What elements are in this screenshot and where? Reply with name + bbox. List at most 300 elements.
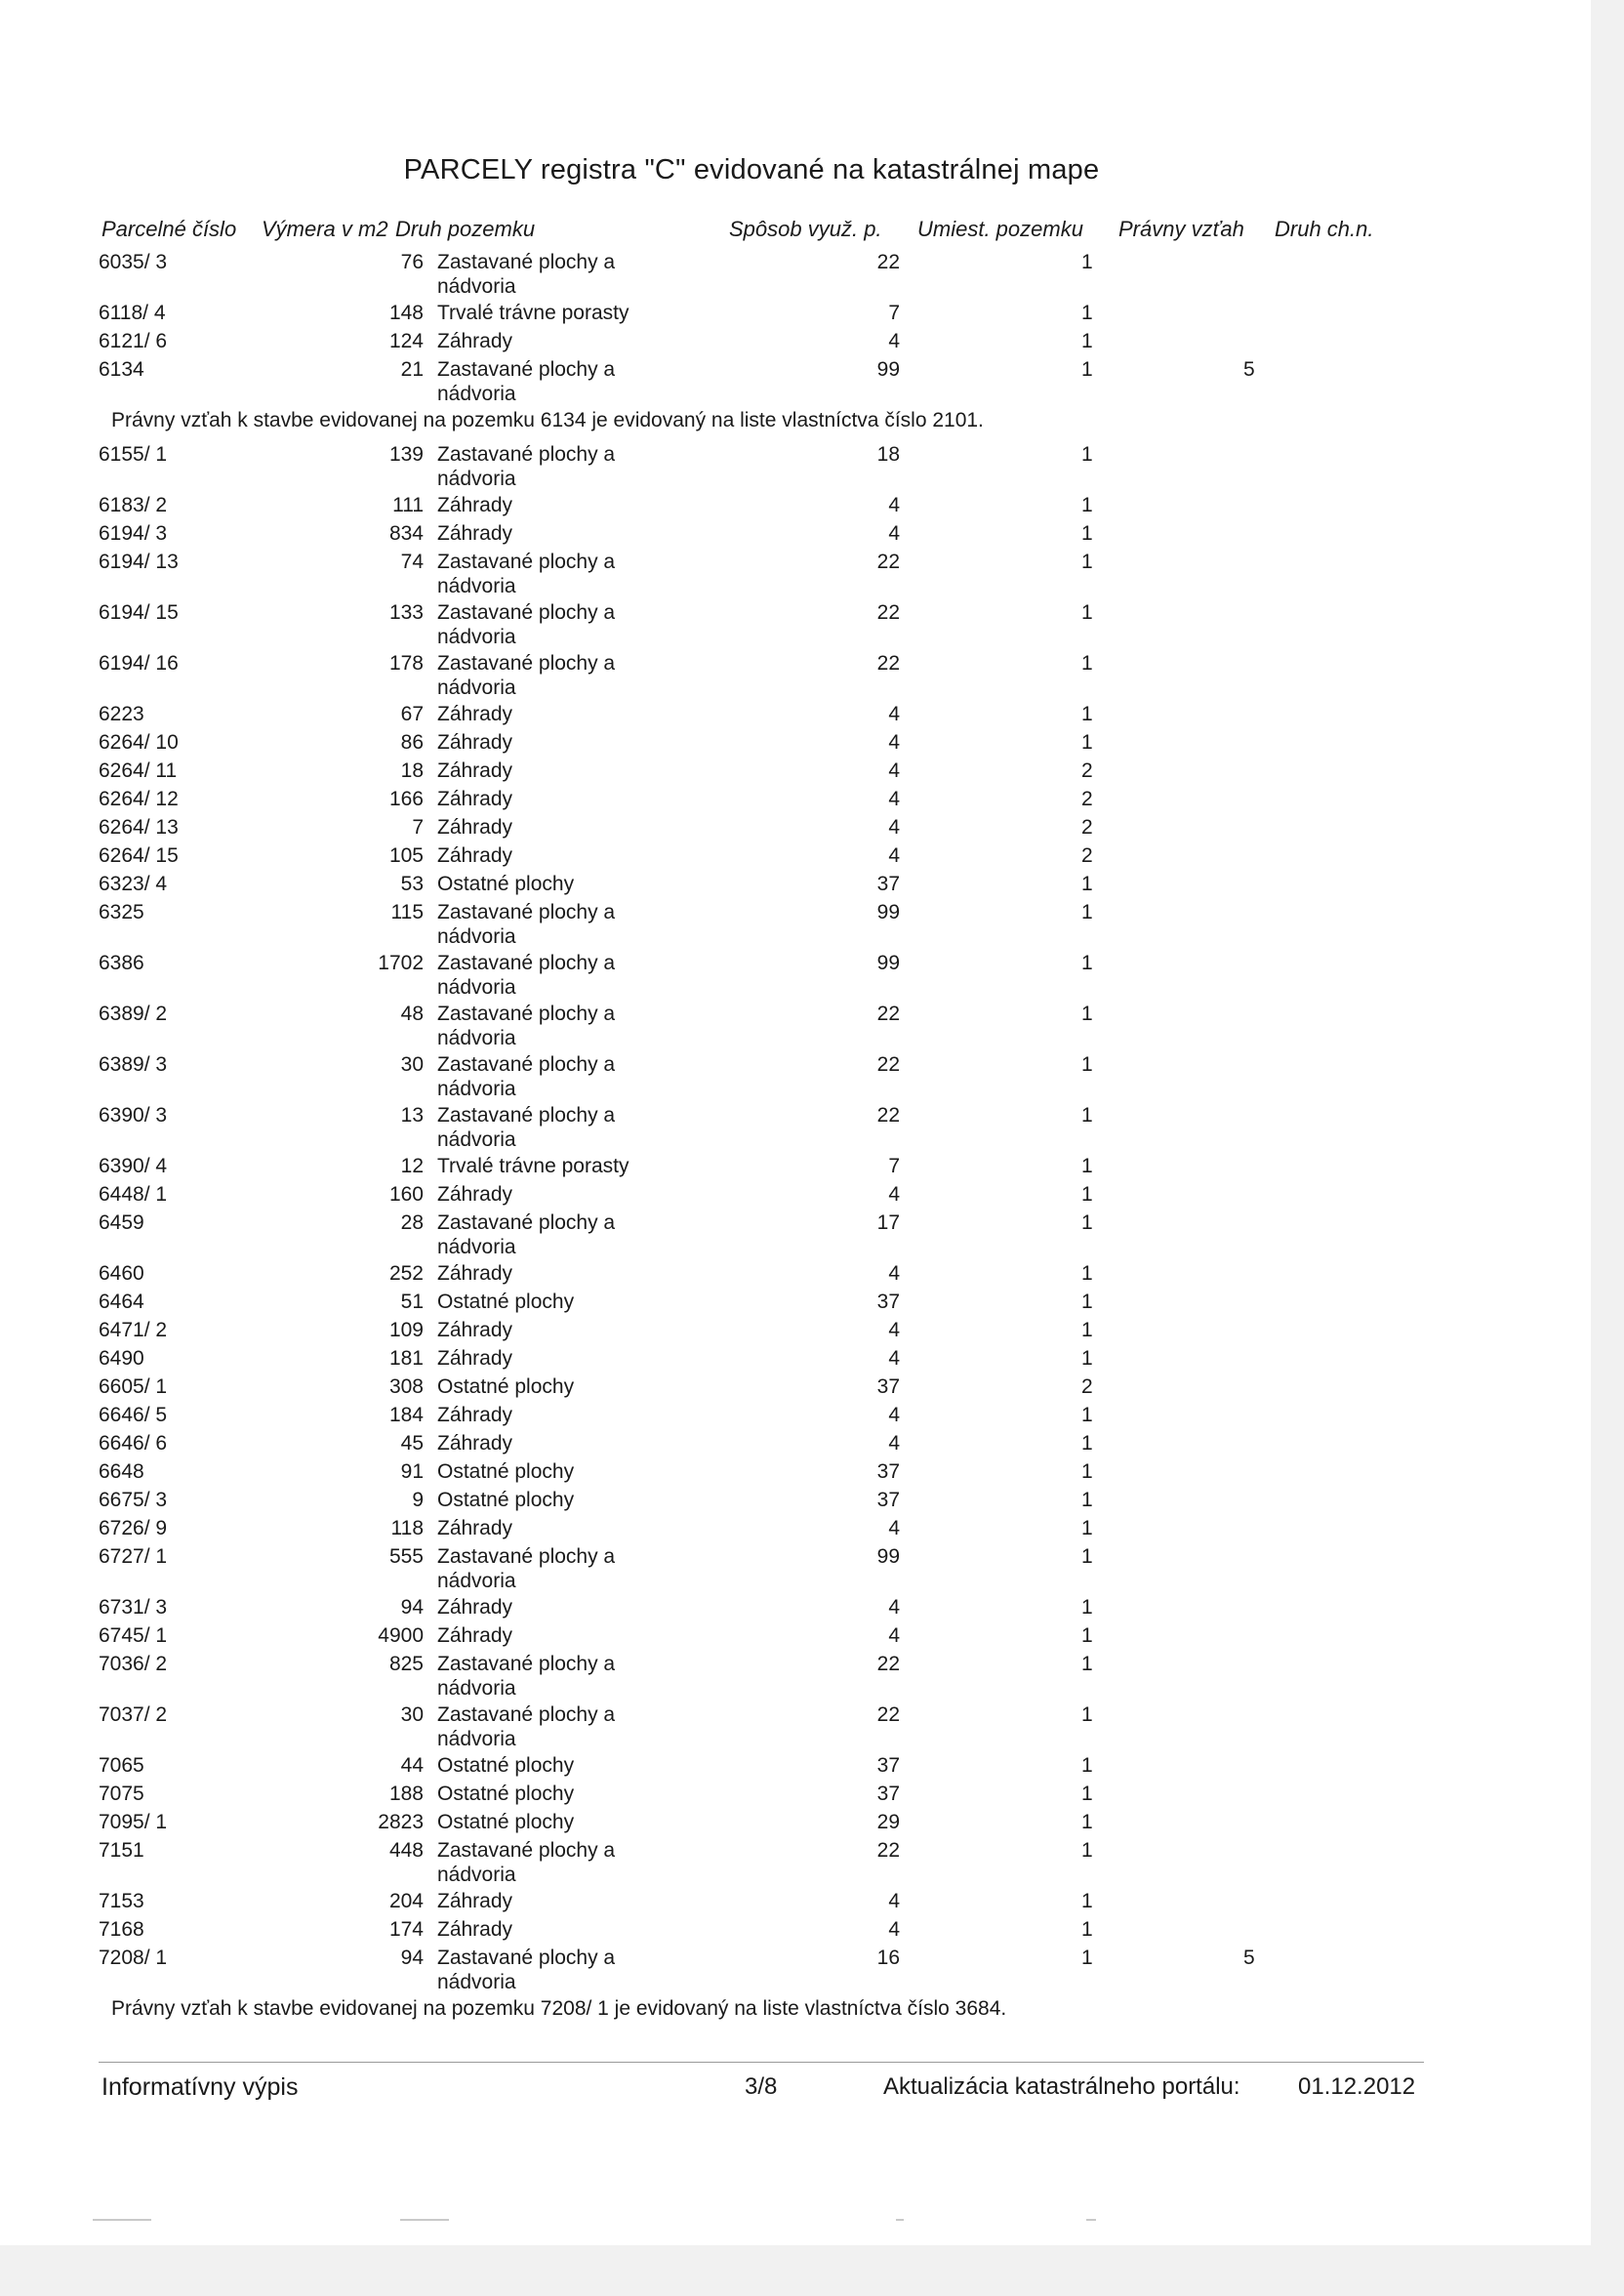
parcel-number-cell: 6183/ 2 (99, 494, 168, 516)
table-row (0, 951, 1591, 1002)
area-cell: 9 (412, 1489, 424, 1511)
area-cell: 30 (400, 1703, 424, 1726)
parcel-number-cell: 6155/ 1 (99, 443, 168, 466)
land-type-cell: Zastavané plochy a nádvoria (437, 1003, 616, 1049)
land-type-cell: Ostatné plochy (437, 873, 575, 895)
area-cell: 51 (400, 1291, 424, 1313)
table-row (0, 787, 1591, 815)
parcel-number-cell: 6390/ 4 (99, 1155, 168, 1177)
area-cell: 13 (400, 1104, 424, 1127)
usage-code-cell: 4 (888, 788, 900, 810)
area-cell: 91 (400, 1460, 424, 1483)
table-row (0, 1595, 1591, 1623)
table-row (0, 1838, 1591, 1889)
placement-code-cell: 1 (1081, 1947, 1093, 1969)
land-type-cell: Ostatné plochy (437, 1375, 575, 1398)
parcel-number-cell: 6264/ 11 (99, 759, 178, 782)
parcel-number-cell: 6121/ 6 (99, 330, 168, 352)
land-type-cell: Záhrady (437, 1404, 513, 1426)
usage-code-cell: 37 (876, 1489, 900, 1511)
area-cell: 45 (400, 1432, 424, 1455)
land-type-cell: Zastavané plochy a nádvoria (437, 1653, 616, 1700)
usage-code-cell: 22 (876, 601, 900, 624)
usage-code-cell: 4 (888, 522, 900, 545)
placement-code-cell: 1 (1081, 1754, 1093, 1777)
usage-code-cell: 37 (876, 873, 900, 895)
land-type-cell: Zastavané plochy a nádvoria (437, 952, 616, 999)
placement-code-cell: 1 (1081, 251, 1093, 273)
parcel-number-cell: 7153 (99, 1890, 144, 1912)
area-cell: 18 (400, 759, 424, 782)
legal-note (0, 1996, 1591, 2030)
usage-code-cell: 4 (888, 1432, 900, 1455)
land-type-cell: Záhrady (437, 330, 513, 352)
area-cell: 74 (400, 551, 424, 573)
area-cell: 139 (388, 443, 424, 466)
placement-code-cell: 1 (1081, 494, 1093, 516)
area-cell: 308 (388, 1375, 424, 1398)
area-cell: 252 (388, 1262, 424, 1285)
table-row (0, 1782, 1591, 1810)
area-cell: 76 (400, 251, 424, 273)
land-type-cell: Zastavané plochy a nádvoria (437, 901, 616, 948)
usage-code-cell: 22 (876, 1703, 900, 1726)
parcel-number-cell: 7075 (99, 1783, 144, 1805)
legal-relation-cell: 5 (1243, 1947, 1255, 1969)
parcel-number-cell: 6605/ 1 (99, 1375, 168, 1398)
usage-code-cell: 37 (876, 1460, 900, 1483)
header-pravny-vztah: Právny vzťah (1118, 217, 1244, 241)
table-row (0, 1103, 1591, 1154)
usage-code-cell: 22 (876, 551, 900, 573)
usage-code-cell: 99 (876, 358, 900, 381)
placement-code-cell: 2 (1081, 816, 1093, 839)
usage-code-cell: 22 (876, 1653, 900, 1675)
land-type-cell: Trvalé trávne porasty (437, 1155, 629, 1177)
usage-code-cell: 7 (888, 1155, 900, 1177)
parcel-number-cell: 6389/ 3 (99, 1053, 168, 1076)
table-row (0, 1544, 1591, 1595)
placement-code-cell: 1 (1081, 1291, 1093, 1313)
usage-code-cell: 4 (888, 816, 900, 839)
parcel-number-cell: 6386 (99, 952, 144, 974)
area-cell: 4900 (378, 1624, 424, 1647)
area-cell: 94 (400, 1596, 424, 1619)
area-cell: 204 (388, 1890, 424, 1912)
land-type-cell: Ostatné plochy (437, 1783, 575, 1805)
land-type-cell: Záhrady (437, 844, 513, 867)
usage-code-cell: 99 (876, 901, 900, 923)
table-row (0, 550, 1591, 600)
document-title: PARCELY registra "C" evidované na katastrálnej mape (403, 154, 1100, 185)
parcel-number-cell: 6646/ 5 (99, 1404, 168, 1426)
footer-divider (99, 2062, 1424, 2063)
table-row (0, 1516, 1591, 1544)
parcel-number-cell: 6264/ 10 (99, 731, 179, 754)
placement-code-cell: 1 (1081, 1624, 1093, 1647)
parcel-number-cell: 6194/ 3 (99, 522, 168, 545)
area-cell: 53 (400, 873, 424, 895)
placement-code-cell: 1 (1081, 1918, 1093, 1941)
land-type-cell: Záhrady (437, 703, 513, 725)
placement-code-cell: 1 (1081, 1104, 1093, 1127)
area-cell: 448 (388, 1839, 424, 1862)
parcel-number-cell: 6726/ 9 (99, 1517, 168, 1539)
scan-artifacts (93, 2219, 1166, 2223)
header-vymera: Výmera v m2 (262, 217, 388, 241)
parcel-number-cell: 6194/ 16 (99, 652, 179, 675)
usage-code-cell: 4 (888, 703, 900, 725)
placement-code-cell: 1 (1081, 901, 1093, 923)
area-cell: 174 (388, 1918, 424, 1941)
parcel-number-cell: 6035/ 3 (99, 251, 168, 273)
usage-code-cell: 37 (876, 1754, 900, 1777)
placement-code-cell: 1 (1081, 1460, 1093, 1483)
area-cell: 105 (388, 844, 424, 867)
table-row (0, 600, 1591, 651)
land-type-cell: Záhrady (437, 1918, 513, 1941)
parcel-number-cell: 7168 (99, 1918, 144, 1941)
table-row (0, 329, 1591, 357)
usage-code-cell: 18 (876, 443, 900, 466)
usage-code-cell: 4 (888, 330, 900, 352)
land-type-cell: Ostatné plochy (437, 1754, 575, 1777)
legal-note-text: Právny vzťah k stavbe evidovanej na pozemku 6134 je evidovaný na liste vlastníctva číslo 2101. (111, 409, 984, 431)
land-type-cell: Zastavané plochy a nádvoria (437, 652, 616, 699)
area-cell: 555 (388, 1545, 424, 1568)
land-type-cell: Záhrady (437, 788, 513, 810)
area-cell: 178 (388, 652, 424, 675)
header-parcelne-cislo: Parcelné číslo (102, 217, 237, 241)
placement-code-cell: 2 (1081, 788, 1093, 810)
land-type-cell: Zastavané plochy a nádvoria (437, 1947, 616, 1993)
usage-code-cell: 22 (876, 251, 900, 273)
parcel-table (0, 250, 1591, 2030)
usage-code-cell: 4 (888, 1517, 900, 1539)
placement-code-cell: 1 (1081, 1183, 1093, 1206)
usage-code-cell: 4 (888, 1319, 900, 1341)
land-type-cell: Záhrady (437, 1624, 513, 1647)
land-type-cell: Záhrady (437, 816, 513, 839)
parcel-number-cell: 7037/ 2 (99, 1703, 168, 1726)
parcel-number-cell: 6194/ 15 (99, 601, 179, 624)
placement-code-cell: 1 (1081, 330, 1093, 352)
area-cell: 148 (388, 302, 424, 324)
land-type-cell: Záhrady (437, 1347, 513, 1370)
parcel-number-cell: 6264/ 13 (99, 816, 179, 839)
area-cell: 111 (392, 494, 424, 516)
parcel-number-cell: 6323/ 4 (99, 873, 168, 895)
legal-relation-cell: 5 (1243, 358, 1255, 381)
area-cell: 28 (400, 1211, 424, 1234)
land-type-cell: Zastavané plochy a nádvoria (437, 551, 616, 597)
placement-code-cell: 1 (1081, 1432, 1093, 1455)
land-type-cell: Záhrady (437, 1262, 513, 1285)
usage-code-cell: 4 (888, 759, 900, 782)
land-type-cell: Zastavané plochy a nádvoria (437, 1211, 616, 1258)
usage-code-cell: 7 (888, 302, 900, 324)
land-type-cell: Záhrady (437, 1319, 513, 1341)
parcel-number-cell: 6727/ 1 (99, 1545, 168, 1568)
table-row (0, 1917, 1591, 1946)
usage-code-cell: 22 (876, 1104, 900, 1127)
area-cell: 184 (388, 1404, 424, 1426)
usage-code-cell: 4 (888, 1347, 900, 1370)
table-row (0, 301, 1591, 329)
placement-code-cell: 1 (1081, 731, 1093, 754)
placement-code-cell: 1 (1081, 1517, 1093, 1539)
usage-code-cell: 17 (876, 1211, 900, 1234)
area-cell: 834 (388, 522, 424, 545)
parcel-number-cell: 6194/ 13 (99, 551, 179, 573)
placement-code-cell: 1 (1081, 1053, 1093, 1076)
table-row (0, 1261, 1591, 1290)
land-type-cell: Ostatné plochy (437, 1489, 575, 1511)
table-row (0, 843, 1591, 872)
usage-code-cell: 37 (876, 1375, 900, 1398)
placement-code-cell: 1 (1081, 1839, 1093, 1862)
table-row (0, 1753, 1591, 1782)
land-type-cell: Záhrady (437, 759, 513, 782)
usage-code-cell: 4 (888, 1918, 900, 1941)
placement-code-cell: 1 (1081, 873, 1093, 895)
area-cell: 133 (388, 601, 424, 624)
footer-informativny-vypis: Informatívny výpis (102, 2073, 299, 2101)
usage-code-cell: 22 (876, 652, 900, 675)
parcel-number-cell: 6325 (99, 901, 144, 923)
parcel-number-cell: 6264/ 12 (99, 788, 179, 810)
table-row (0, 1052, 1591, 1103)
parcel-number-cell: 7208/ 1 (99, 1947, 168, 1969)
table-row (0, 1889, 1591, 1917)
land-type-cell: Zastavané plochy a nádvoria (437, 1545, 616, 1592)
area-cell: 188 (388, 1783, 424, 1805)
parcel-number-cell: 6223 (99, 703, 144, 725)
table-row (0, 1652, 1591, 1702)
parcel-number-cell: 6390/ 3 (99, 1104, 168, 1127)
table-row (0, 815, 1591, 843)
usage-code-cell: 4 (888, 1404, 900, 1426)
header-druh-chn: Druh ch.n. (1275, 217, 1374, 241)
placement-code-cell: 1 (1081, 358, 1093, 381)
placement-code-cell: 1 (1081, 551, 1093, 573)
placement-code-cell: 2 (1081, 1375, 1093, 1398)
placement-code-cell: 1 (1081, 1545, 1093, 1568)
area-cell: 1702 (378, 952, 424, 974)
usage-code-cell: 22 (876, 1003, 900, 1025)
legal-note-text: Právny vzťah k stavbe evidovanej na pozemku 7208/ 1 je evidovaný na liste vlastníctva číslo 3684. (111, 1997, 1007, 2020)
land-type-cell: Zastavané plochy a nádvoria (437, 358, 616, 405)
header-umiestnenie-pozemku: Umiest. pozemku (917, 217, 1083, 241)
placement-code-cell: 2 (1081, 844, 1093, 867)
table-row (0, 357, 1591, 408)
parcel-number-cell: 6648 (99, 1460, 144, 1483)
parcel-number-cell: 6389/ 2 (99, 1003, 168, 1025)
area-cell: 86 (400, 731, 424, 754)
placement-code-cell: 1 (1081, 1653, 1093, 1675)
area-cell: 115 (390, 901, 424, 923)
land-type-cell: Zastavané plochy a nádvoria (437, 251, 616, 298)
legal-note (0, 408, 1591, 442)
table-row (0, 1488, 1591, 1516)
land-type-cell: Zastavané plochy a nádvoria (437, 1839, 616, 1886)
parcel-number-cell: 6459 (99, 1211, 144, 1234)
placement-code-cell: 1 (1081, 522, 1093, 545)
area-cell: 118 (390, 1517, 424, 1539)
placement-code-cell: 1 (1081, 1319, 1093, 1341)
parcel-number-cell: 7065 (99, 1754, 144, 1777)
placement-code-cell: 1 (1081, 1811, 1093, 1833)
usage-code-cell: 37 (876, 1783, 900, 1805)
land-type-cell: Záhrady (437, 494, 513, 516)
usage-code-cell: 4 (888, 1890, 900, 1912)
table-row (0, 1431, 1591, 1459)
land-type-cell: Ostatné plochy (437, 1291, 575, 1313)
area-cell: 12 (400, 1155, 424, 1177)
placement-code-cell: 1 (1081, 302, 1093, 324)
parcel-number-cell: 6490 (99, 1347, 144, 1370)
land-type-cell: Záhrady (437, 1183, 513, 1206)
table-row (0, 1946, 1591, 1996)
placement-code-cell: 1 (1081, 952, 1093, 974)
placement-code-cell: 1 (1081, 1783, 1093, 1805)
footer-portal-label: Aktualizácia katastrálneho portálu: (883, 2073, 1240, 2100)
table-row (0, 1182, 1591, 1210)
parcel-number-cell: 7095/ 1 (99, 1811, 168, 1833)
area-cell: 67 (400, 703, 424, 725)
usage-code-cell: 4 (888, 1596, 900, 1619)
parcel-number-cell: 6745/ 1 (99, 1624, 168, 1647)
usage-code-cell: 22 (876, 1839, 900, 1862)
parcel-number-cell: 6675/ 3 (99, 1489, 168, 1511)
parcel-number-cell: 6460 (99, 1262, 144, 1285)
table-row (0, 1346, 1591, 1374)
table-row (0, 1374, 1591, 1403)
placement-code-cell: 1 (1081, 1703, 1093, 1726)
header-druh-pozemku: Druh pozemku (395, 217, 536, 241)
table-row (0, 1318, 1591, 1346)
area-cell: 2823 (378, 1811, 424, 1833)
parcel-number-cell: 6731/ 3 (99, 1596, 168, 1619)
land-type-cell: Trvalé trávne porasty (437, 302, 629, 324)
table-row (0, 1154, 1591, 1182)
parcel-number-cell: 7036/ 2 (99, 1653, 168, 1675)
parcel-number-cell: 6646/ 6 (99, 1432, 168, 1455)
header-sposob-vyuzitia: Spôsob využ. p. (729, 217, 882, 241)
table-row (0, 702, 1591, 730)
table-row (0, 872, 1591, 900)
land-type-cell: Zastavané plochy a nádvoria (437, 1053, 616, 1100)
table-row (0, 1290, 1591, 1318)
land-type-cell: Záhrady (437, 1432, 513, 1455)
placement-code-cell: 1 (1081, 1211, 1093, 1234)
area-cell: 94 (400, 1947, 424, 1969)
table-row (0, 493, 1591, 521)
table-row (0, 730, 1591, 758)
usage-code-cell: 4 (888, 494, 900, 516)
land-type-cell: Zastavané plochy a nádvoria (437, 1703, 616, 1750)
usage-code-cell: 29 (876, 1811, 900, 1833)
parcel-number-cell: 6264/ 15 (99, 844, 179, 867)
table-row (0, 1210, 1591, 1261)
land-type-cell: Zastavané plochy a nádvoria (437, 1104, 616, 1151)
placement-code-cell: 1 (1081, 1003, 1093, 1025)
usage-code-cell: 4 (888, 1262, 900, 1285)
usage-code-cell: 4 (888, 1624, 900, 1647)
land-type-cell: Záhrady (437, 1890, 513, 1912)
placement-code-cell: 1 (1081, 1489, 1093, 1511)
table-row (0, 1702, 1591, 1753)
area-cell: 160 (388, 1183, 424, 1206)
area-cell: 7 (412, 816, 424, 839)
usage-code-cell: 16 (876, 1947, 900, 1969)
usage-code-cell: 4 (888, 731, 900, 754)
area-cell: 166 (388, 788, 424, 810)
table-row (0, 651, 1591, 702)
usage-code-cell: 4 (888, 1183, 900, 1206)
placement-code-cell: 1 (1081, 1155, 1093, 1177)
placement-code-cell: 1 (1081, 1262, 1093, 1285)
usage-code-cell: 22 (876, 1053, 900, 1076)
land-type-cell: Záhrady (437, 1596, 513, 1619)
land-type-cell: Zastavané plochy a nádvoria (437, 443, 616, 490)
placement-code-cell: 1 (1081, 1347, 1093, 1370)
placement-code-cell: 1 (1081, 1596, 1093, 1619)
area-cell: 21 (400, 358, 424, 381)
area-cell: 181 (388, 1347, 424, 1370)
parcel-number-cell: 6118/ 4 (99, 302, 166, 324)
table-row (0, 442, 1591, 493)
placement-code-cell: 1 (1081, 1890, 1093, 1912)
parcel-number-cell: 6464 (99, 1291, 144, 1313)
land-type-cell: Záhrady (437, 522, 513, 545)
usage-code-cell: 99 (876, 1545, 900, 1568)
area-cell: 109 (388, 1319, 424, 1341)
table-row (0, 1403, 1591, 1431)
area-cell: 124 (388, 330, 424, 352)
area-cell: 30 (400, 1053, 424, 1076)
table-row (0, 250, 1591, 301)
placement-code-cell: 2 (1081, 759, 1093, 782)
table-row (0, 1810, 1591, 1838)
parcel-number-cell: 6471/ 2 (99, 1319, 168, 1341)
parcel-number-cell: 6448/ 1 (99, 1183, 168, 1206)
table-row (0, 758, 1591, 787)
table-row (0, 1002, 1591, 1052)
area-cell: 48 (400, 1003, 424, 1025)
footer-update-date: 01.12.2012 (1298, 2073, 1416, 2100)
area-cell: 44 (400, 1754, 424, 1777)
land-type-cell: Záhrady (437, 1517, 513, 1539)
placement-code-cell: 1 (1081, 703, 1093, 725)
land-type-cell: Záhrady (437, 731, 513, 754)
area-cell: 825 (388, 1653, 424, 1675)
parcel-number-cell: 6134 (99, 358, 144, 381)
placement-code-cell: 1 (1081, 1404, 1093, 1426)
placement-code-cell: 1 (1081, 652, 1093, 675)
table-row (0, 521, 1591, 550)
table-row (0, 1623, 1591, 1652)
land-type-cell: Ostatné plochy (437, 1460, 575, 1483)
placement-code-cell: 1 (1081, 601, 1093, 624)
table-row (0, 900, 1591, 951)
footer-page-number: 3/8 (745, 2073, 778, 2100)
usage-code-cell: 37 (876, 1291, 900, 1313)
placement-code-cell: 1 (1081, 443, 1093, 466)
table-row (0, 1459, 1591, 1488)
land-type-cell: Ostatné plochy (437, 1811, 575, 1833)
parcel-number-cell: 7151 (99, 1839, 144, 1862)
